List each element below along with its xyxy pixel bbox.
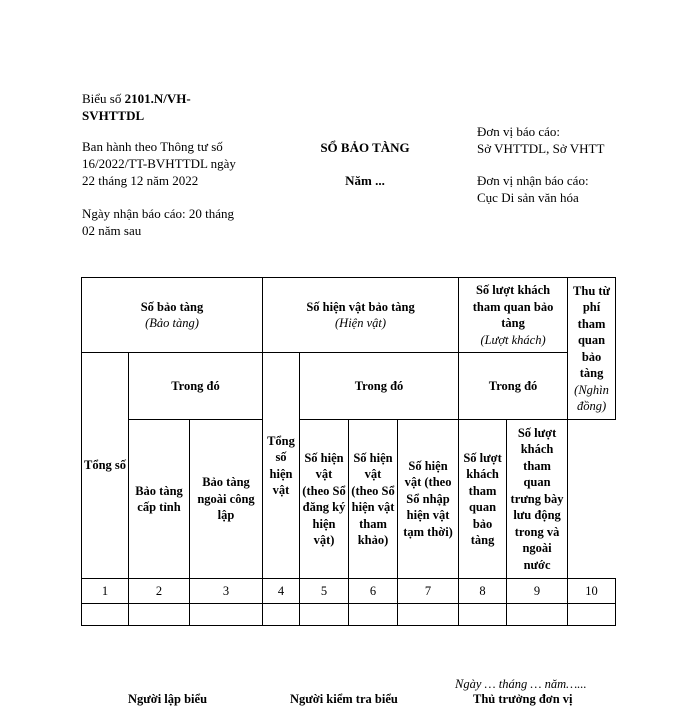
col-provincial-museums: Bảo tàng cấp tỉnh bbox=[129, 420, 190, 579]
data-cell[interactable] bbox=[507, 604, 568, 626]
data-cell[interactable] bbox=[190, 604, 263, 626]
col-museum-visitors: Số lượt khách tham quan bảo tàng bbox=[459, 420, 507, 579]
header-fees: Thu từ phí tham quan bảo tàng (Nghìn đồng) bbox=[568, 278, 616, 420]
reporting-unit: Đơn vị báo cáo: Sở VHTTDL, Sở VHTT bbox=[477, 124, 605, 156]
data-cell[interactable] bbox=[129, 604, 190, 626]
receiving-unit: Đơn vị nhận báo cáo: Cục Di sản văn hóa bbox=[477, 173, 589, 205]
artifacts-sub-header: Trong đó bbox=[300, 353, 459, 420]
data-cell[interactable] bbox=[300, 604, 349, 626]
page-title: SỔ BẢO TÀNG bbox=[320, 140, 410, 155]
form-code: Biểu số 2101.N/VH- SVHTTDL bbox=[82, 91, 191, 123]
data-cell[interactable] bbox=[398, 604, 459, 626]
signature-head: Thủ trưởng đơn vị bbox=[473, 692, 573, 706]
form-code-number: 2101.N/VH- bbox=[124, 91, 191, 106]
col-total-museums: Tổng số bbox=[82, 353, 129, 579]
issued-by-text: Ban hành theo Thông tư số 16/2022/TT-BVHTTDL ngày 22 tháng 12 năm 2022 bbox=[82, 139, 236, 188]
signature-checker: Người kiểm tra biểu bbox=[290, 692, 398, 706]
header-visitors: Số lượt khách tham quan bảo tàng (Lượt khách) bbox=[459, 278, 568, 353]
data-cell[interactable] bbox=[263, 604, 300, 626]
signature-preparer: Người lập biểu bbox=[128, 692, 208, 706]
column-number: 6 bbox=[349, 579, 398, 604]
header-museums: Số bảo tàng (Bảo tàng) bbox=[82, 278, 263, 353]
date-line: Ngày … tháng … năm…... bbox=[455, 677, 587, 691]
column-number: 8 bbox=[459, 579, 507, 604]
column-number: 7 bbox=[398, 579, 459, 604]
column-number: 3 bbox=[190, 579, 263, 604]
report-year: Năm ... bbox=[345, 173, 385, 188]
data-cell[interactable] bbox=[349, 604, 398, 626]
header-artifacts: Số hiện vật bảo tàng (Hiện vật) bbox=[263, 278, 459, 353]
col-mobile-exhibition-visitors: Số lượt khách tham quan trưng bày lưu động trong và ngoài nước bbox=[507, 420, 568, 579]
col-temporary-artifacts: Số hiện vật (theo Sổ nhập hiện vật tạm thời) bbox=[398, 420, 459, 579]
column-number: 1 bbox=[82, 579, 129, 604]
visitors-sub-header: Trong đó bbox=[459, 353, 568, 420]
data-cell[interactable] bbox=[82, 604, 129, 626]
column-number: 4 bbox=[263, 579, 300, 604]
museums-sub-header: Trong đó bbox=[129, 353, 263, 420]
data-cell[interactable] bbox=[568, 604, 616, 626]
column-number: 5 bbox=[300, 579, 349, 604]
col-reference-artifacts: Số hiện vật (theo Sổ hiện vật tham khảo) bbox=[349, 420, 398, 579]
form-code-suffix: SVHTTDL bbox=[82, 108, 145, 123]
data-cell[interactable] bbox=[459, 604, 507, 626]
column-number: 9 bbox=[507, 579, 568, 604]
receive-date-text: Ngày nhận báo cáo: 20 tháng 02 năm sau bbox=[82, 206, 234, 238]
column-number: 2 bbox=[129, 579, 190, 604]
col-registered-artifacts: Số hiện vật (theo Sổ đăng ký hiện vật) bbox=[300, 420, 349, 579]
col-total-artifacts: Tổng số hiện vật bbox=[263, 353, 300, 579]
column-number: 10 bbox=[568, 579, 616, 604]
museum-report-table bbox=[81, 277, 616, 626]
column-number-row bbox=[82, 579, 616, 604]
col-non-public-museums: Bảo tàng ngoài công lập bbox=[190, 420, 263, 579]
empty-data-row bbox=[82, 604, 616, 626]
